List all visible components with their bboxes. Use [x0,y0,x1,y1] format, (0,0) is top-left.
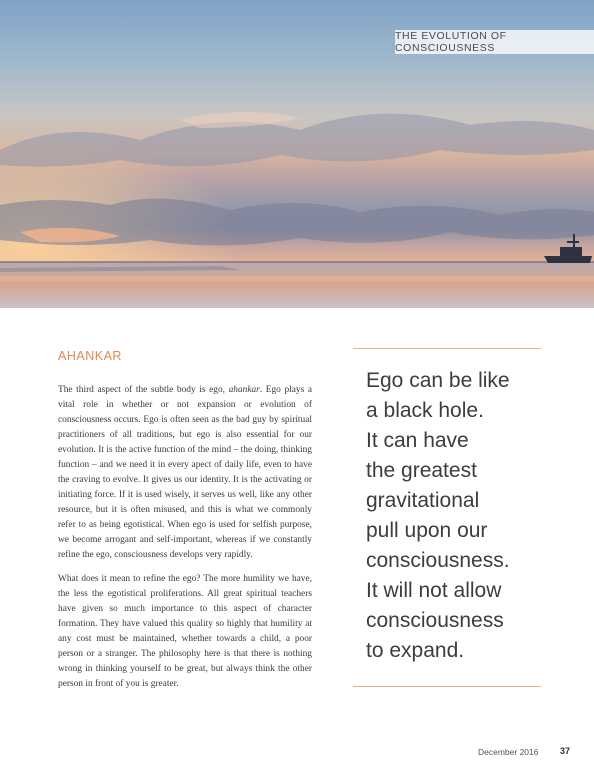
issue-date: December 2016 [478,747,539,757]
article-body [58,383,312,701]
article-paragraph: What does it mean to refine the ego? The more humility we have, the less the egotistical proliferations. All great spiritual teachers have given so much importance to this aspect of character formation. They have valued this quality so highly that humility at any cost must be maintained, whether towards a child, a poor person or a stranger. The philosophy here is that there is nothing wrong in thinking yourself to be great, but always think the other person in front of you is greater. [58,574,312,689]
quote-top-rule [353,348,541,349]
pull-quote: Ego can be like a black hole. It can have the greatest gravitational pull upon our consciousness. It will not allow consciousness to expand. [366,369,510,662]
quote-bottom-rule [353,686,541,687]
section-tag-label: THE EVOLUTION OF CONSCIOUSNESS [395,30,507,54]
article-heading: AHANKAR [58,349,122,363]
article-paragraph: The third aspect of the subtle body is ego, ahankar. Ego plays a vital role in whether or not expansion or evolution of consciousness occurs. Ego is often seen as the bad guy by spiritual practitioners of all traditions, but ego is also essential for our evolution. It is the active function of the mind – the doing, thinking function – and we need it in every apect of daily life, even to have the craving to evolve. It gives us our identity. It is the activating or initiating force. If it is used wisely, it serves us well, like any other resource, but it is often misused, and this is what we commonly refer to as being egotistical. When ego is used for selfish purpose, we become arrogant and self-important, whereas if we constantly refine the ego, consciousness develops very rapidly. [58,385,312,560]
page-number: 37 [560,746,571,756]
section-tag [395,30,594,54]
